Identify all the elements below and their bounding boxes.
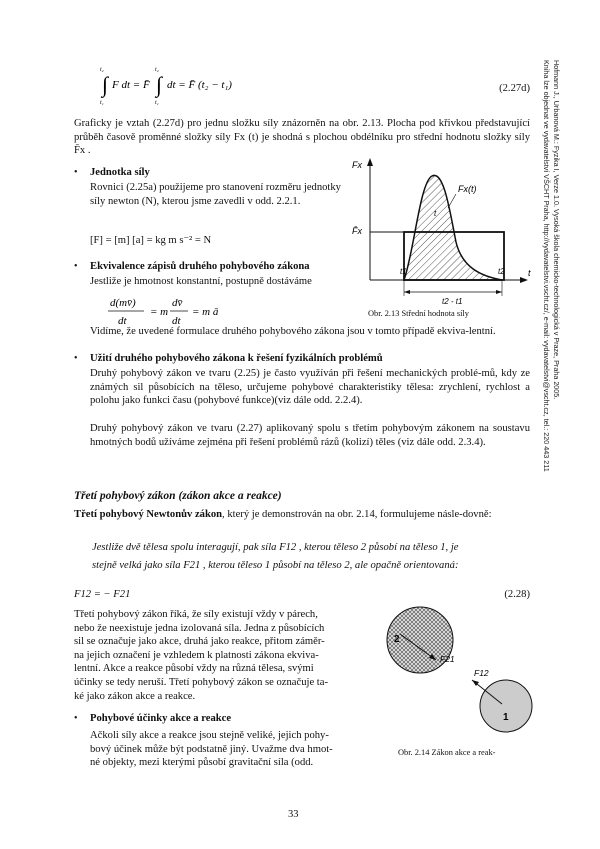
- bullet-title-effects: Pohybové účinky akce a reakce: [90, 713, 232, 724]
- label-fx-curve: Fx(t): [458, 184, 477, 194]
- equation-number-2-28: (2.28): [504, 589, 530, 600]
- svg-text:d(mv̄): d(mv̄): [110, 297, 136, 309]
- body-line: na jejich označení je vzhledem k platnosti zákona ekviva-: [74, 649, 319, 661]
- body-line: účinky se tedy neruší. Třetí pohybový zákon se označuje ta-: [74, 676, 328, 688]
- label-f21: F21: [440, 654, 455, 664]
- svg-text:∫: ∫: [156, 72, 163, 97]
- bullet-text-application-2: Druhý pohybový zákon ve tvaru (2.27) aplikovaný spolu s třetím pohybovým zákonem na soustavu hmotných bodů užíváme zejména při řešení problémů rázů (kolizí) těles (viz dále odd. 2.3.4).: [90, 423, 530, 448]
- bullet-text-unit: Rovnici (2.25a) použijeme pro stanovení rozměru jednotky síly newton (N), kterou jsme zavedli v odd. 2.2.1.: [90, 182, 341, 207]
- label-inside: t: [434, 209, 437, 218]
- bullet-title-application: Užití druhého pohybového zákona k řešení fyzikálních problémů: [90, 353, 383, 364]
- svg-text:dv̄: dv̄: [172, 297, 183, 309]
- body-line: sil se označuje jako akce, druhá jako reakce, přitom záměr-: [74, 636, 325, 648]
- side-note-line-1: Hofmann J., Urbanová M.: Fyzika I, Verze 1.0. Vysoká škola chemicko-technologická v Praze, Praha 2005.: [552, 60, 561, 400]
- label-t2: t2: [498, 267, 505, 276]
- svg-text:= m ā: = m ā: [192, 306, 219, 318]
- svg-text:dt: dt: [172, 315, 181, 327]
- bullet-after-equivalence: Vidíme, že uvedené formulace druhého pohybového zákona jsou v tomto případě ekviva-lentní.: [90, 326, 496, 337]
- side-note-line-2: Kniha lze objednat ve vydavatelství VŠCHT Praha, http://vydavatelstvi.vscht.cz/, e-mail: vydavatelstvi@vscht.cz, tel.: 220 443 211: [542, 60, 552, 472]
- figure-mean-force: [352, 152, 542, 312]
- label-fx-axis: Fx: [352, 160, 362, 170]
- law-statement-2: stejně velká jako síla F21 , kterou těleso 1 působí na těleso 2, ale opačně orientovaná:: [92, 560, 459, 571]
- equation-number-2-27d: (2.27d): [499, 83, 530, 94]
- effects-line: Ačkoli síly akce a reakce jsou stejně veliké, jejich pohy-: [90, 730, 329, 741]
- label-body-2: 2: [394, 634, 400, 645]
- bullet-text-equivalence: Jestliže je hmotnost konstantní, postupně dostáváme: [90, 276, 312, 287]
- label-f12: F12: [474, 668, 489, 678]
- equation-2-27d: [100, 62, 340, 112]
- bullet-dot: •: [74, 713, 78, 724]
- body-line: ké jako zákon akce a reakce.: [74, 690, 196, 702]
- figure-action-reaction: [378, 600, 538, 740]
- bullet-text-application-1: Druhý pohybový zákon ve tvaru (2.25) je často využíván při řešení mechanických problé-mů, kdy ze známých sil působících na těleso, určujeme pohybové charakteristiky tělesa: zrychlení, rychlost a polohu jako funkci času (pohybové funkce)(viz dále odd. 2.2.4).: [90, 368, 530, 407]
- svg-text:∫: ∫: [102, 72, 109, 97]
- page-number: 33: [288, 809, 299, 820]
- effects-line: bový účinek může být podstatně jiný. Uvažme dva hmot-: [90, 743, 333, 755]
- label-mean: F̄x: [352, 226, 362, 236]
- paragraph-graph: Graficky je vztah (2.27d) pro jednu složku síly znázorněn na obr. 2.13. Plocha pod křivkou představující průběh časově proměnné složky síly Fx (t) je shodná s plochou obdélníku pro střední hodnotu složky síly F̄x .: [74, 118, 530, 157]
- label-t1: t1: [400, 267, 407, 276]
- effects-line: né objekty, mezi kterými působí gravitační síla (odd.: [90, 757, 314, 769]
- caption-fig-2-13: Obr. 2.13 Střední hodnota síly: [368, 309, 469, 318]
- label-t: t: [528, 268, 531, 278]
- body-line: Třetí pohybový zákon říká, že síly existují vždy v párech,: [74, 609, 318, 620]
- svg-text:dt: dt: [118, 315, 127, 327]
- formula-unit: [F] = [m] [a] = kg m s⁻² = N: [90, 235, 212, 246]
- section-body: [74, 608, 374, 703]
- equation-2-28: F12 = − F21: [74, 589, 131, 600]
- bullet-dot: •: [74, 353, 78, 364]
- section-intro: [74, 508, 530, 522]
- force-curve: [404, 175, 502, 280]
- bullet-text-effects: [90, 729, 375, 770]
- svg-text:t₂: t₂: [100, 67, 104, 73]
- svg-text:F dt = F̄: F dt = F̄: [112, 79, 150, 91]
- svg-text:t₁: t₁: [100, 100, 104, 106]
- bullet-dot: •: [74, 261, 78, 272]
- svg-text:t₁: t₁: [155, 100, 159, 106]
- body-1: [480, 680, 532, 732]
- label-interval: t2 - t1: [442, 297, 463, 306]
- bullet-dot: •: [74, 167, 78, 178]
- caption-fig-2-14: Obr. 2.14 Zákon akce a reak-: [398, 748, 496, 757]
- intro-bold: Třetí pohybový Newtonův zákon: [74, 509, 223, 520]
- body-line: lentní. Akce a reakce působí vždy na různá tělesa, svými: [74, 663, 314, 675]
- intro-rest: , který je demonstrován na obr. 2.14, formulujeme násle-dovně:: [222, 509, 492, 520]
- svg-text:t₂: t₂: [155, 67, 159, 73]
- label-body-1: 1: [503, 712, 509, 723]
- law-statement-1: Jestliže dvě tělesa spolu interagují, pak síla F12 , kterou těleso 2 působí na těleso 1, je: [92, 542, 459, 553]
- bullet-title-equivalence: Ekvivalence zápisů druhého pohybového zákona: [90, 261, 310, 272]
- svg-text:= m: = m: [150, 306, 169, 318]
- bullet-title-unit: Jednotka síly: [90, 167, 150, 178]
- body-line: nebo že neexistuje jedna izolovaná síla. Jedna z působících: [74, 622, 325, 634]
- section-heading: Třetí pohybový zákon (zákon akce a reakce): [74, 490, 282, 502]
- integral-formula: [100, 62, 300, 112]
- svg-text:dt = F̄ (t₂ − t₁): dt = F̄ (t₂ − t₁): [167, 79, 232, 91]
- side-note: [542, 60, 561, 760]
